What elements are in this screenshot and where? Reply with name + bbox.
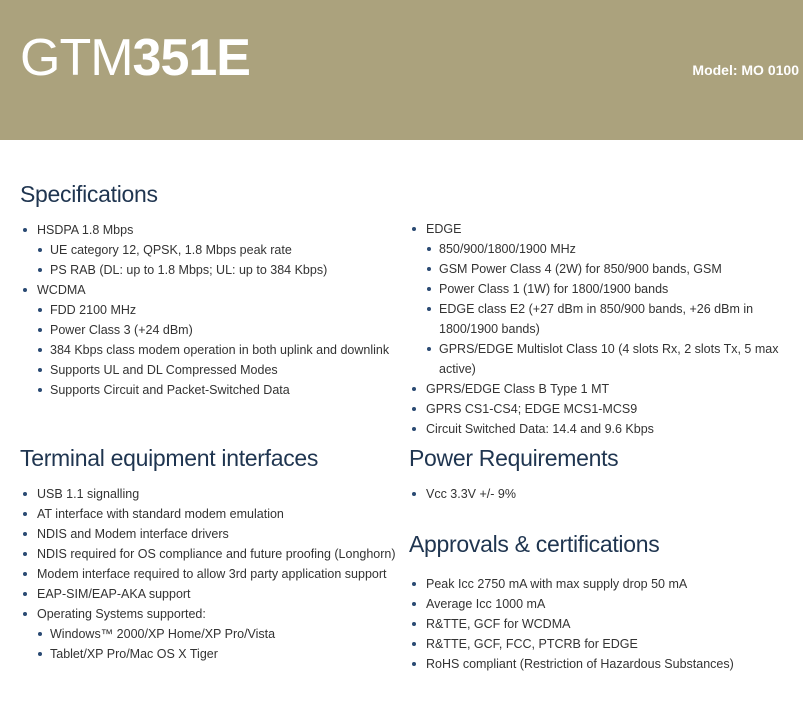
list-item <box>20 644 400 664</box>
list-item-text: Operating Systems supported: <box>37 607 206 621</box>
power-section <box>409 444 799 504</box>
bullet-icon <box>23 532 27 536</box>
list-item-text: Supports Circuit and Packet-Switched Data <box>50 383 290 397</box>
list-item <box>409 634 799 654</box>
list-item-text: Supports UL and DL Compressed Modes <box>50 363 278 377</box>
product-title-prefix: GTM <box>20 29 133 87</box>
bullet-icon <box>23 288 27 292</box>
bullet-icon <box>412 387 416 391</box>
list-item <box>409 614 799 634</box>
list-item-text: Tablet/XP Pro/Mac OS X Tiger <box>50 647 218 661</box>
list-item-text: Modem interface required to allow 3rd party application support <box>37 567 387 581</box>
bullet-icon <box>427 307 431 311</box>
bullet-icon <box>38 328 42 332</box>
list-item-text: Peak Icc 2750 mA with max supply drop 50 mA <box>426 577 688 591</box>
model-number: Model: MO 0100 <box>692 62 799 78</box>
bullet-icon <box>38 388 42 392</box>
list-item-text: R&TTE, GCF for WCDMA <box>426 617 571 631</box>
product-title-number: 351E <box>132 29 250 87</box>
approvals-heading: Approvals & certifications <box>409 531 660 557</box>
list-item <box>20 340 400 360</box>
list-item <box>409 279 799 299</box>
power-list <box>409 484 799 504</box>
list-item-text: UE category 12, QPSK, 1.8 Mbps peak rate <box>50 243 292 257</box>
bullet-icon <box>412 662 416 666</box>
list-item <box>20 380 400 400</box>
list-item-text: Power Class 3 (+24 dBm) <box>50 323 193 337</box>
list-item-text: R&TTE, GCF, FCC, PTCRB for EDGE <box>426 637 638 651</box>
list-item-text: 850/900/1800/1900 MHz <box>439 242 576 256</box>
list-item <box>20 604 400 624</box>
specifications-heading: Specifications <box>20 181 158 207</box>
bullet-icon <box>427 347 431 351</box>
specifications-section <box>20 180 400 400</box>
list-item <box>20 240 400 260</box>
list-item-text: USB 1.1 signalling <box>37 487 140 501</box>
list-item <box>409 379 799 399</box>
bullet-icon <box>427 267 431 271</box>
bullet-icon <box>412 492 416 496</box>
header-banner <box>0 0 803 140</box>
list-item <box>20 300 400 320</box>
list-item-text: GPRS CS1-CS4; EDGE MCS1-MCS9 <box>426 402 638 416</box>
bullet-icon <box>23 228 27 232</box>
list-item <box>409 594 799 614</box>
bullet-icon <box>38 248 42 252</box>
bullet-icon <box>412 227 416 231</box>
approvals-section <box>409 530 799 674</box>
list-item <box>409 574 799 594</box>
specifications-right-column <box>409 219 799 439</box>
bullet-icon <box>23 492 27 496</box>
bullet-icon <box>427 287 431 291</box>
bullet-icon <box>412 642 416 646</box>
list-item <box>409 239 799 259</box>
list-item-text: Vcc 3.3V +/- 9% <box>426 487 516 501</box>
list-item-text: AT interface with standard modem emulation <box>37 507 284 521</box>
list-item-text: Windows™ 2000/XP Home/XP Pro/Vista <box>50 627 276 641</box>
list-item <box>20 544 400 564</box>
bullet-icon <box>427 247 431 251</box>
list-item-text: WCDMA <box>37 283 86 297</box>
bullet-icon <box>412 622 416 626</box>
list-item-text: FDD 2100 MHz <box>50 303 137 317</box>
list-item-text: Circuit Switched Data: 14.4 and 9.6 Kbps <box>426 422 654 436</box>
list-item <box>20 564 400 584</box>
list-item-text: EDGE class E2 (+27 dBm in 850/900 bands, +26 dBm in 1800/1900 bands) <box>439 302 754 336</box>
bullet-icon <box>38 348 42 352</box>
list-item-text: Average Icc 1000 mA <box>426 597 546 611</box>
bullet-icon <box>38 268 42 272</box>
bullet-icon <box>23 612 27 616</box>
bullet-icon <box>23 552 27 556</box>
terminal-list <box>20 484 400 664</box>
list-item <box>20 360 400 380</box>
list-item-text: NDIS required for OS compliance and future proofing (Longhorn) <box>37 547 396 561</box>
list-item <box>20 280 400 300</box>
list-item-text: HSDPA 1.8 Mbps <box>37 223 134 237</box>
specifications-right-list <box>409 219 799 439</box>
list-item-text: EAP-SIM/EAP-AKA support <box>37 587 191 601</box>
list-item <box>409 484 799 504</box>
bullet-icon <box>412 582 416 586</box>
list-item <box>20 524 400 544</box>
list-item <box>409 299 799 339</box>
product-title <box>20 28 250 88</box>
bullet-icon <box>412 427 416 431</box>
list-item-text: GSM Power Class 4 (2W) for 850/900 bands, GSM <box>439 262 722 276</box>
list-item <box>20 484 400 504</box>
list-item <box>409 259 799 279</box>
bullet-icon <box>412 602 416 606</box>
list-item <box>20 260 400 280</box>
list-item-text: EDGE <box>426 222 462 236</box>
bullet-icon <box>23 592 27 596</box>
terminal-heading: Terminal equipment interfaces <box>20 445 319 471</box>
list-item <box>409 399 799 419</box>
list-item-text: Power Class 1 (1W) for 1800/1900 bands <box>439 282 669 296</box>
power-heading: Power Requirements <box>409 445 619 471</box>
list-item <box>20 624 400 644</box>
bullet-icon <box>38 368 42 372</box>
terminal-section <box>20 444 400 664</box>
approvals-list <box>409 574 799 674</box>
list-item <box>409 219 799 239</box>
list-item-text: GPRS/EDGE Class B Type 1 MT <box>426 382 610 396</box>
list-item-text: 384 Kbps class modem operation in both uplink and downlink <box>50 343 390 357</box>
bullet-icon <box>23 512 27 516</box>
list-item-text: NDIS and Modem interface drivers <box>37 527 229 541</box>
list-item <box>20 504 400 524</box>
list-item <box>20 220 400 240</box>
list-item-text: PS RAB (DL: up to 1.8 Mbps; UL: up to 384 Kbps) <box>50 263 328 277</box>
bullet-icon <box>38 308 42 312</box>
bullet-icon <box>412 407 416 411</box>
bullet-icon <box>38 632 42 636</box>
list-item <box>20 320 400 340</box>
list-item <box>409 654 799 674</box>
bullet-icon <box>23 572 27 576</box>
specifications-left-list <box>20 220 400 400</box>
list-item <box>20 584 400 604</box>
list-item-text: GPRS/EDGE Multislot Class 10 (4 slots Rx, 2 slots Tx, 5 max active) <box>439 342 779 376</box>
bullet-icon <box>38 652 42 656</box>
list-item-text: RoHS compliant (Restriction of Hazardous Substances) <box>426 657 734 671</box>
list-item <box>409 339 799 379</box>
list-item <box>409 419 799 439</box>
